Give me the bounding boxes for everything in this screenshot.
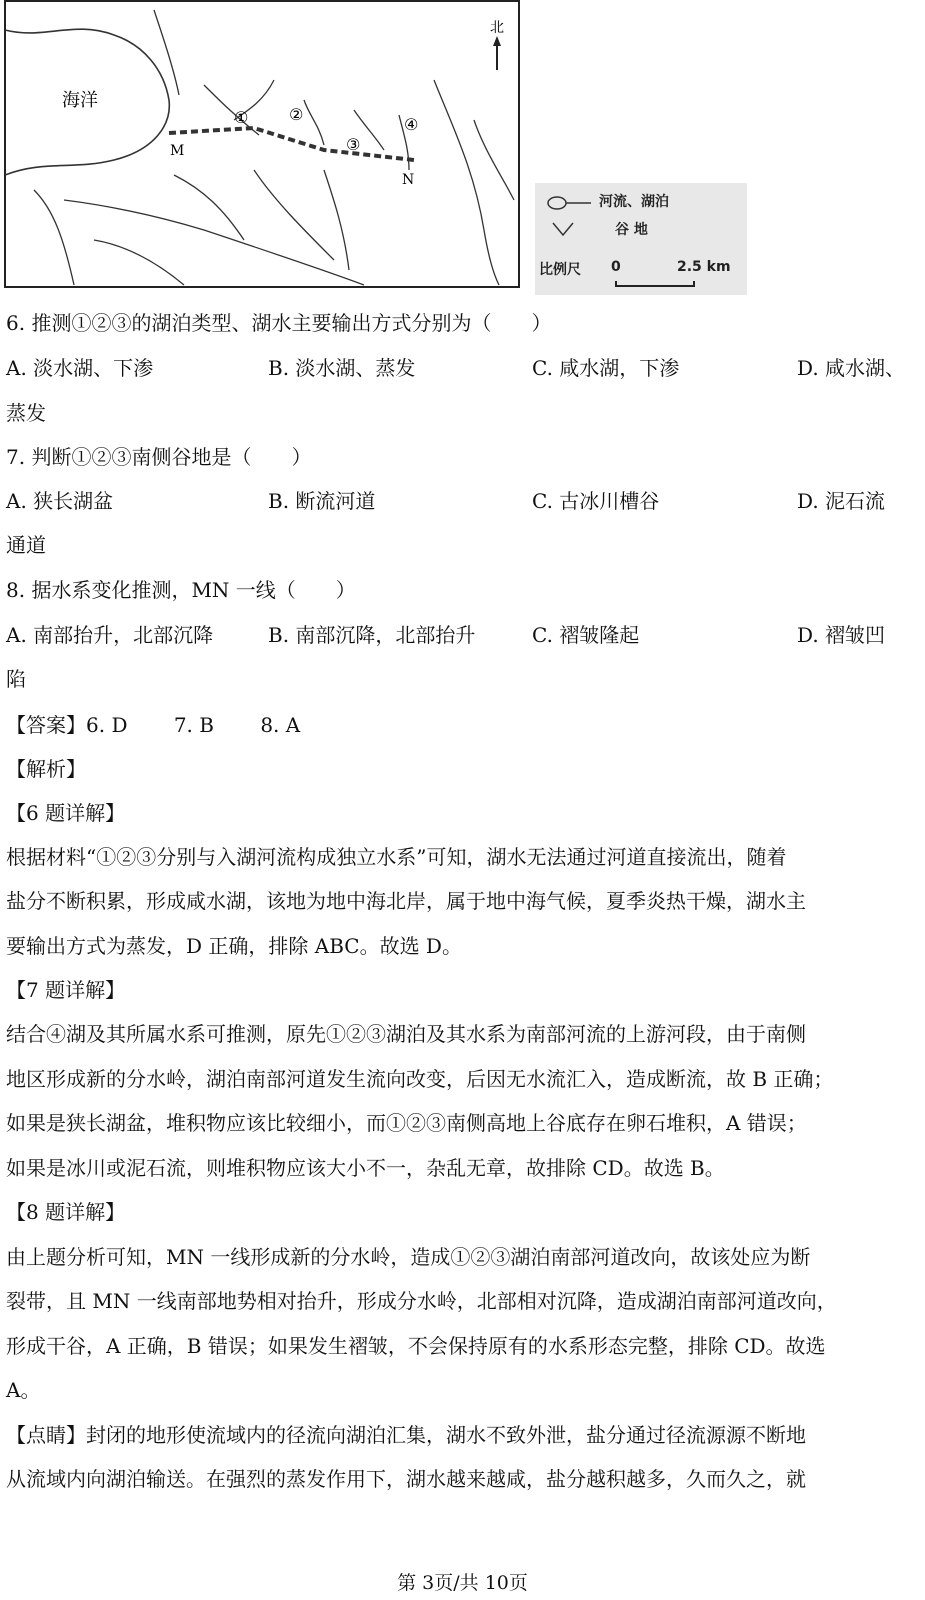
scale-bar [615,281,695,287]
map-legend [535,183,747,295]
q7-option-a: A. 狭长湖盆 [6,489,114,513]
legend-river-lake: 河流、湖泊 [599,194,669,210]
lake-label-2: ② [289,105,304,124]
q8-detail-line: 由上题分析可知，MN 一线形成新的分水岭，造成①②③湖泊南部河道改向，故该处应为断 [6,1245,811,1269]
q7-detail-line: 地区形成新的分水岭，湖泊南部河道发生流向改变，后因无水流汇入，造成断流，故 B 正确； [6,1067,834,1091]
river-lake-symbol-icon [545,193,593,213]
q6-option-a: A. 淡水湖、下渗 [6,356,154,380]
q6-option-d-cont: 蒸发 [6,401,46,425]
point-n-label: N [402,172,415,188]
legend-scale-value: 2.5 km [677,259,731,275]
q7-detail-line: 如果是狭长湖盆，堆积物应该比较细小，而①②③南侧高地上谷底存在卵石堆积，A 错误； [6,1111,807,1135]
lake-label-4: ④ [404,115,419,134]
q7-detail-heading: 【7 题详解】 [6,978,126,1002]
q7-option-d-cont: 通道 [6,533,46,557]
q8-option-d: D. 褶皱凹 [797,623,886,647]
q6-option-d: D. 咸水湖、 [797,356,906,380]
q6-option-b: B. 淡水湖、蒸发 [268,356,416,380]
q7-stem: 7. 判断①②③南侧谷地是（ ） [6,445,312,469]
tip-line: 【点睛】封闭的地形使流域内的径流向湖泊汇集，湖水不致外泄，盐分通过径流源源不断地 [6,1423,806,1447]
lake-label-3: ③ [346,135,361,154]
q8-option-a: A. 南部抬升，北部沉降 [6,623,214,647]
q8-detail-line: 裂带，且 MN 一线南部地势相对抬升，形成分水岭，北部相对沉降，造成湖泊南部河道改向， [6,1289,837,1313]
q6-detail-line: 根据材料“①②③分别与入湖河流构成独立水系”可知，湖水无法通过河道直接流出，随着 [6,845,787,869]
tip-line: 从流域内向湖泊输送。在强烈的蒸发作用下，湖水越来越咸，盐分越积越多，久而久之，就 [6,1467,806,1491]
q8-detail-line: 形成干谷，A 正确，B 错误；如果发生褶皱，不会保持原有的水系形态完整，排除 CD。故选 [6,1334,826,1358]
q8-option-b: B. 南部沉降，北部抬升 [268,623,476,647]
page-footer: 第 3页/共 10页 [397,1572,528,1594]
q6-detail-line: 要输出方式为蒸发，D 正确，排除 ABC。故选 D。 [6,934,462,958]
valley-symbol-icon [549,219,577,239]
analysis-heading: 【解析】 [6,757,86,781]
legend-scale-label: 比例尺 [539,262,581,278]
q6-option-c: C. 咸水湖，下渗 [532,356,680,380]
q6-stem: 6. 推测①②③的湖泊类型、湖水主要输出方式分别为（ ） [6,311,552,335]
river-map [4,0,520,288]
ocean-label: 海洋 [62,90,98,111]
q8-detail-heading: 【8 题详解】 [6,1200,126,1224]
q6-detail-heading: 【6 题详解】 [6,801,126,825]
q7-detail-line: 如果是冰川或泥石流，则堆积物应该大小不一，杂乱无章，故排除 CD。故选 B。 [6,1156,725,1180]
answer-line: 【答案】6. D 7. B 8. A [6,713,301,737]
legend-scale-zero: 0 [611,259,621,275]
legend-valley: 谷 地 [615,222,648,238]
point-m-label: M [170,143,185,159]
q7-detail-line: 结合④湖及其所属水系可推测，原先①②③湖泊及其水系为南部河流的上游河段，由于南侧 [6,1022,806,1046]
q8-detail-line: A。 [6,1378,41,1402]
lake-label-1: ① [234,108,249,127]
q6-detail-line: 盐分不断积累，形成咸水湖，该地为地中海北岸，属于地中海气候，夏季炎热干燥，湖水主 [6,889,806,913]
q7-option-c: C. 古冰川槽谷 [532,489,660,513]
q7-option-d: D. 泥石流 [797,489,886,513]
q7-option-b: B. 断流河道 [268,489,376,513]
q8-option-d-cont: 陷 [6,667,26,691]
north-label: 北 [490,20,504,36]
q8-option-c: C. 褶皱隆起 [532,623,640,647]
q8-stem: 8. 据水系变化推测，MN 一线（ ） [6,578,356,602]
